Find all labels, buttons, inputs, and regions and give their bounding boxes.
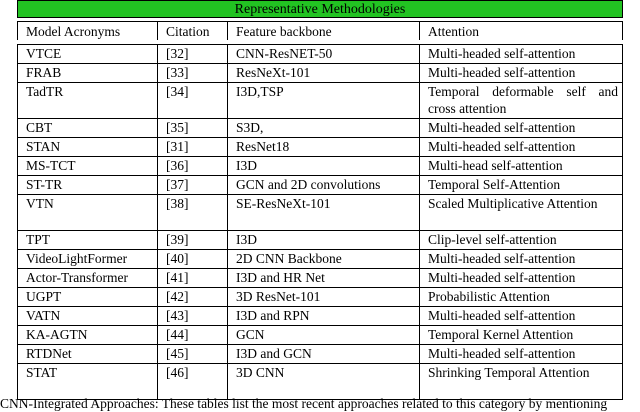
cell-citation: [41]	[158, 269, 228, 287]
cell-backbone: 2D CNN Backbone	[228, 250, 420, 268]
cell-attention: Multi-headed self-attention	[428, 251, 576, 266]
cell-model: TadTR	[18, 83, 158, 118]
cell-model: VTCE	[18, 45, 158, 63]
cell-backbone: I3D,TSP	[228, 83, 420, 118]
table-row	[18, 231, 622, 250]
header-feature-backbone: Feature backbone	[228, 22, 420, 40]
cell-attention: Probabilistic Attention	[428, 289, 550, 304]
cell-model: KA-AGTN	[18, 326, 158, 344]
cell-citation: [31]	[158, 138, 228, 156]
cell-model: VATN	[18, 307, 158, 325]
cell-citation: [43]	[158, 307, 228, 325]
cell-attention: Temporal Kernel Attention	[428, 327, 574, 342]
cell-citation: [35]	[158, 119, 228, 137]
cell-model: Actor-Transformer	[18, 269, 158, 287]
cell-model: FRAB	[18, 64, 158, 82]
cell-attention: Shrinking Temporal Attention	[428, 365, 590, 380]
cell-backbone: SE-ResNeXt-101	[228, 195, 420, 230]
cell-attention: Multi-headed self-attention	[428, 346, 576, 361]
table-row	[18, 269, 622, 288]
cell-backbone: CNN-ResNET-50	[228, 45, 420, 63]
cell-backbone: I3D and RPN	[228, 307, 420, 325]
table-row	[18, 364, 622, 399]
cell-attention: Multi-headed self-attention	[428, 65, 576, 80]
cell-attention: Clip-level self-attention	[428, 232, 557, 247]
cell-citation: [46]	[158, 364, 228, 399]
cell-backbone: ResNet18	[228, 138, 420, 156]
cell-attention: Multi-headed self-attention	[428, 120, 576, 135]
cell-attention: Multi-headed self-attention	[428, 308, 576, 323]
table-row	[18, 195, 622, 231]
cell-citation: [37]	[158, 176, 228, 194]
cell-backbone: S3D,	[228, 119, 420, 137]
cell-citation: [40]	[158, 250, 228, 268]
cell-citation: [42]	[158, 288, 228, 306]
cell-model: VTN	[18, 195, 158, 230]
cell-citation: [34]	[158, 83, 228, 118]
cell-attention: Temporal Self-Attention	[428, 177, 561, 192]
cell-model: STAT	[18, 364, 158, 399]
header-attention: Attention	[428, 24, 479, 39]
cell-model: TPT	[18, 231, 158, 249]
cell-backbone: I3D and HR Net	[228, 269, 420, 287]
cell-attention: Multi-headed self-attention	[428, 139, 576, 154]
table-header-row	[17, 21, 623, 40]
cell-backbone: 3D CNN	[228, 364, 420, 399]
cell-model: UGPT	[18, 288, 158, 306]
table-row	[18, 307, 622, 326]
cell-model: RTDNet	[18, 345, 158, 363]
cell-backbone: I3D	[228, 157, 420, 175]
cell-citation: [32]	[158, 45, 228, 63]
cell-attention: Multi-headed self-attention	[428, 270, 576, 285]
cell-backbone: I3D	[228, 231, 420, 249]
table-row	[18, 45, 622, 64]
table-row	[18, 250, 622, 269]
cell-citation: [45]	[158, 345, 228, 363]
cell-model: MS-TCT	[18, 157, 158, 175]
table-row	[18, 345, 622, 364]
cell-citation: [36]	[158, 157, 228, 175]
cell-model: CBT	[18, 119, 158, 137]
cell-attention: Multi-head self-attention	[428, 158, 563, 173]
cell-model: STAN	[18, 138, 158, 156]
header-citation: Citation	[158, 22, 228, 40]
cell-backbone: 3D ResNet-101	[228, 288, 420, 306]
cell-citation: [39]	[158, 231, 228, 249]
cell-attention: Temporal deformable self and cross attention	[428, 84, 618, 116]
methodologies-table	[17, 0, 623, 400]
table-title: Representative Methodologies	[17, 0, 623, 18]
table-row	[18, 119, 622, 138]
header-model-acronyms: Model Acronyms	[18, 22, 158, 40]
cell-citation: [33]	[158, 64, 228, 82]
cell-attention: Multi-headed self-attention	[428, 46, 576, 61]
cell-citation: [44]	[158, 326, 228, 344]
cell-citation: [38]	[158, 195, 228, 230]
cell-model: ST-TR	[18, 176, 158, 194]
cell-backbone: GCN and 2D convolutions	[228, 176, 420, 194]
table-row	[18, 138, 622, 157]
table-body	[17, 44, 623, 400]
table-row	[18, 288, 622, 307]
table-row	[18, 64, 622, 83]
cell-backbone: ResNeXt-101	[228, 64, 420, 82]
table-row	[18, 326, 622, 345]
caption-text: CNN-Integrated Approaches: These tables list the most recent approaches related to this category by mentioning	[0, 396, 608, 411]
cell-backbone: I3D and GCN	[228, 345, 420, 363]
cell-attention: Scaled Multiplicative Attention	[428, 196, 598, 211]
table-row	[18, 83, 622, 119]
table-row	[18, 176, 622, 195]
cell-backbone: GCN	[228, 326, 420, 344]
table-row	[18, 157, 622, 176]
cell-model: VideoLightFormer	[18, 250, 158, 268]
